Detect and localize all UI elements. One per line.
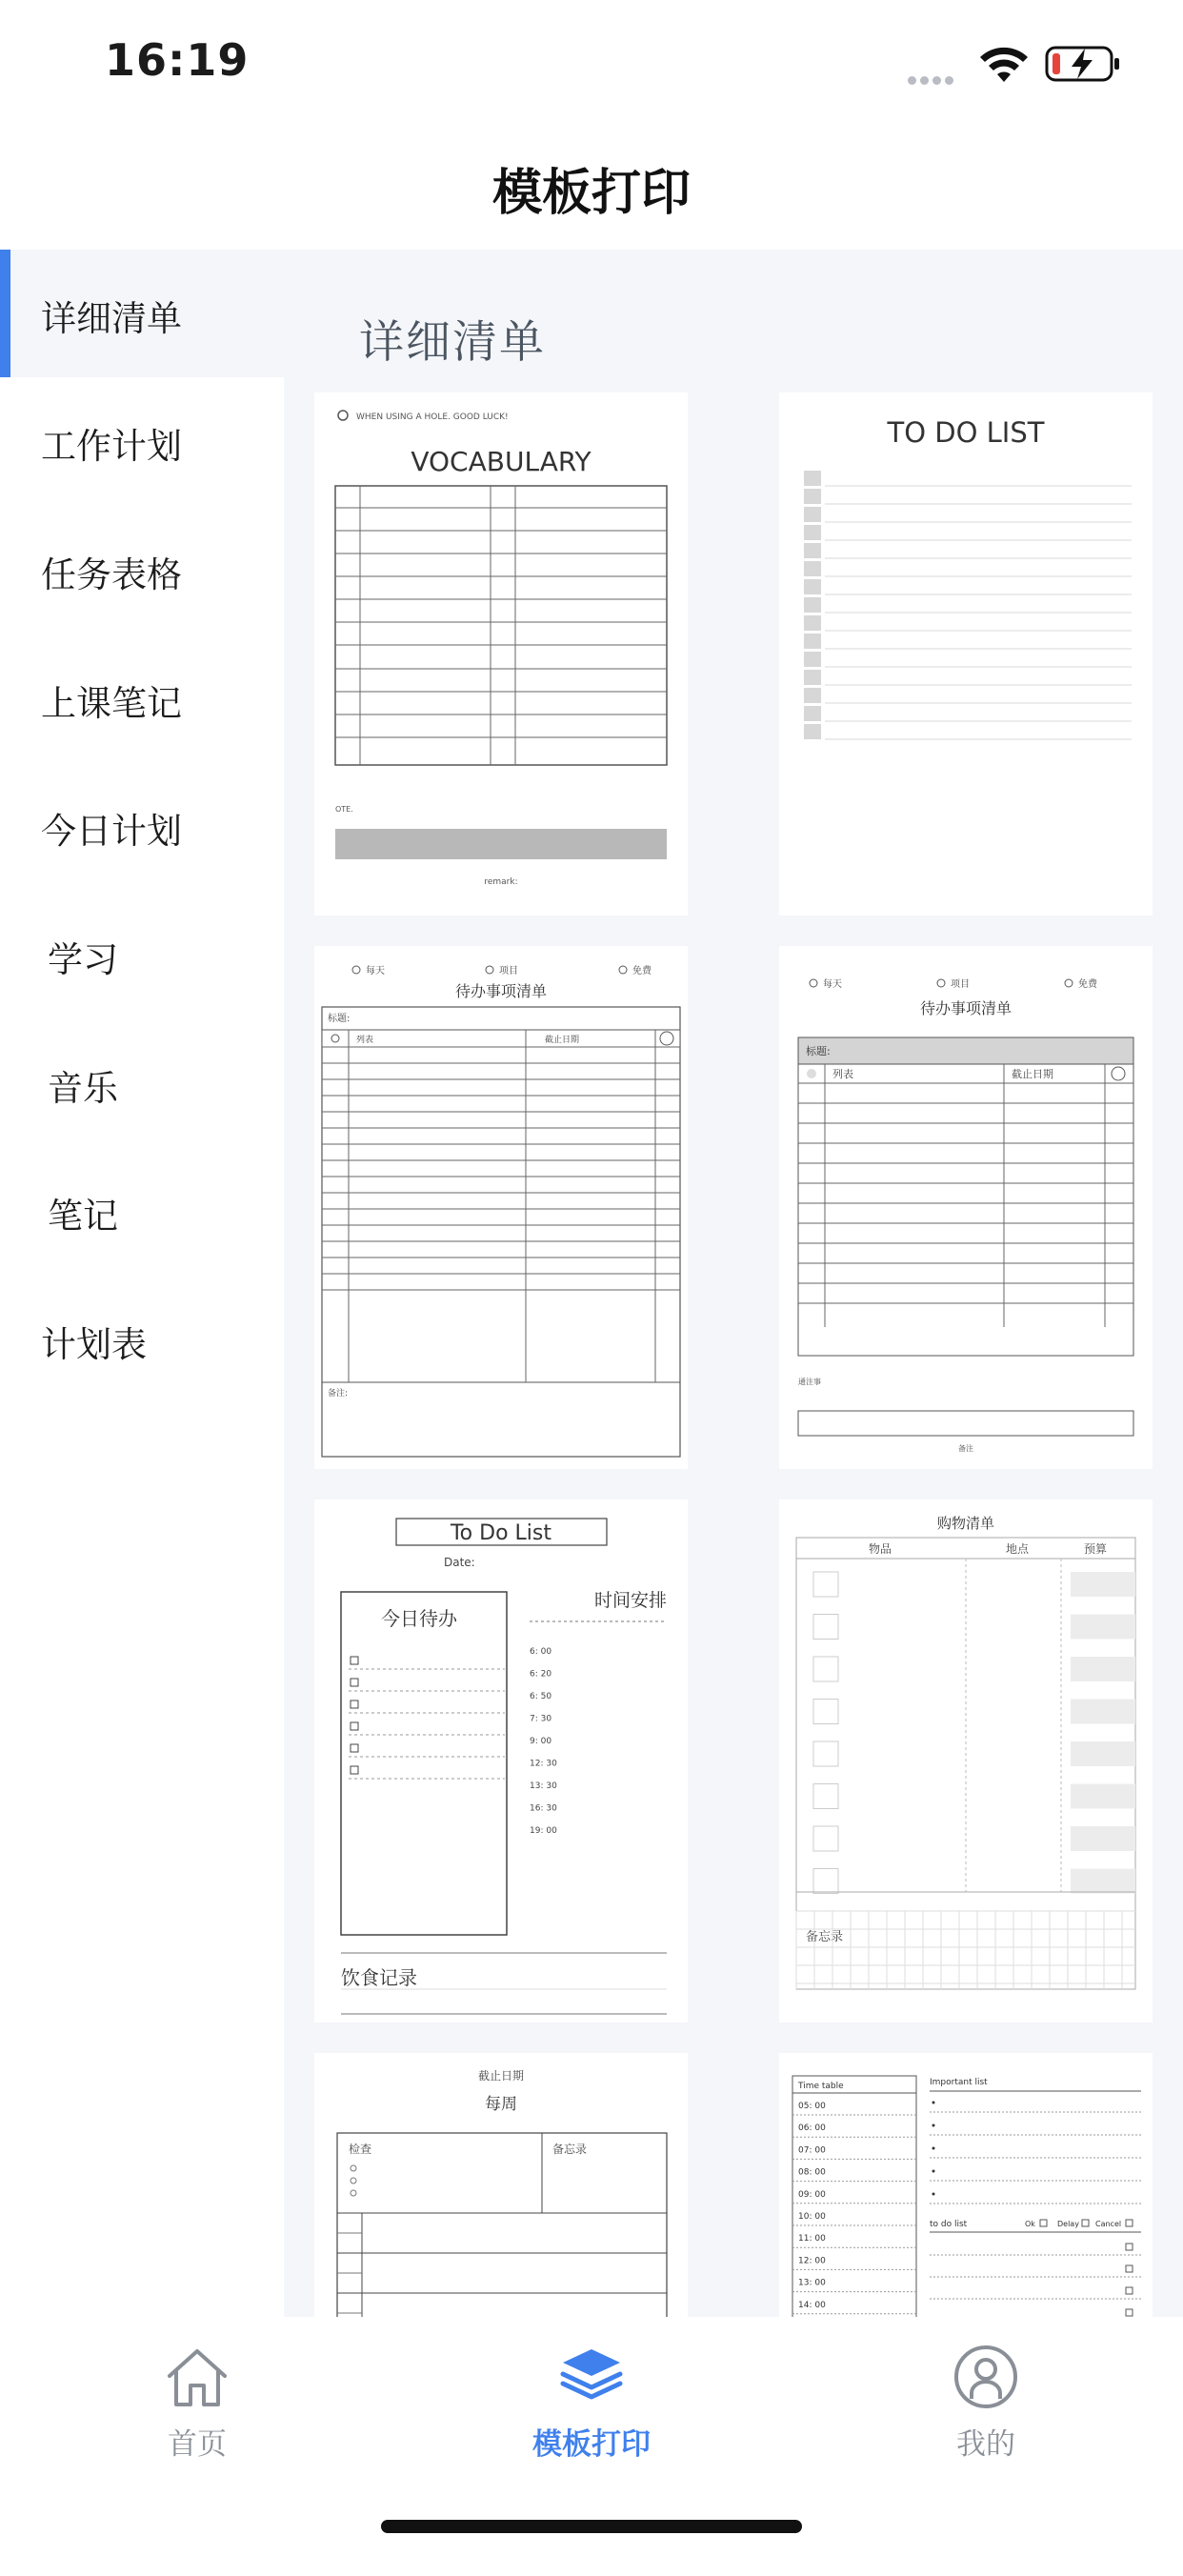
todo-checkbox <box>804 579 821 594</box>
page-title: 模板打印 <box>491 165 691 222</box>
wifi-icon <box>976 44 1032 84</box>
template-title: VOCABULARY <box>411 446 592 477</box>
column-header: 预算 <box>1083 1542 1108 1556</box>
template-card-shopping-list[interactable] <box>779 1499 1153 2023</box>
schedule-time: 13: 30 <box>530 1781 557 1791</box>
footer-label: OTE. <box>335 805 353 814</box>
column-header: 列表 <box>832 1068 853 1080</box>
tab-label: 模板打印 <box>532 2427 651 2462</box>
schedule-time: 6: 00 <box>530 1647 552 1657</box>
bullet <box>932 2193 935 2196</box>
todo-checkbox <box>804 670 821 685</box>
item-checkbox <box>813 1615 838 1640</box>
section-title: 详细清单 <box>359 316 546 369</box>
status-label: Cancel <box>1095 2220 1122 2228</box>
task-list-rows <box>322 1030 680 1382</box>
time-table-label: Time table <box>798 2082 844 2091</box>
signal-icon <box>908 70 963 80</box>
todo-checkbox <box>1126 2265 1133 2272</box>
sidebar-item-label: 今日计划 <box>41 811 182 852</box>
sidebar-item-schedule[interactable] <box>0 1276 284 1403</box>
option-label: 项目 <box>951 979 970 990</box>
todo-checkbox <box>351 1679 358 1686</box>
note-label: 备注 <box>958 1444 973 1453</box>
bullet <box>932 2124 935 2127</box>
sidebar-item-label: 笔记 <box>48 1196 118 1237</box>
time-slot: 10: 00 <box>798 2212 826 2222</box>
important-label: Important list <box>930 2078 988 2087</box>
memo-grid <box>796 1911 1135 1989</box>
time-slot: 06: 00 <box>798 2123 826 2134</box>
todo-checkbox <box>804 724 821 739</box>
template-title: 每周 <box>485 2095 517 2114</box>
shopping-list-preview <box>779 1499 1153 2023</box>
memo-label: 备忘录 <box>552 2143 588 2156</box>
todo-label: to do list <box>930 2220 968 2229</box>
schedule-time: 7: 30 <box>530 1714 552 1724</box>
field-label: 标题: <box>328 1014 351 1024</box>
template-card-task-list-b[interactable] <box>779 946 1153 1469</box>
column-header: 列表 <box>356 1036 374 1045</box>
daily-todo-preview <box>314 1499 688 2023</box>
column-header: 截止日期 <box>1012 1068 1053 1080</box>
item-checkbox <box>813 1869 838 1894</box>
status-label: Ok <box>1025 2220 1035 2228</box>
memo-label: 备忘录 <box>806 1930 844 1944</box>
budget-box <box>1071 1784 1135 1809</box>
sidebar-item-notes[interactable] <box>0 1147 284 1275</box>
sidebar-item-today-plan[interactable] <box>0 762 284 890</box>
time-slot: 08: 00 <box>798 2167 826 2178</box>
time-slot: 11: 00 <box>798 2234 826 2244</box>
bullet <box>932 2102 935 2104</box>
item-checkbox <box>813 1700 838 1724</box>
template-card-task-list-a[interactable] <box>314 946 688 1469</box>
todo-checkbox <box>804 634 821 649</box>
tab-label: 我的 <box>956 2427 1015 2462</box>
active-indicator <box>0 250 10 377</box>
extra-label: 通注事 <box>798 1378 821 1386</box>
template-card-daily-todo[interactable] <box>314 1499 688 2023</box>
remark-label: remark: <box>484 877 518 887</box>
item-checkbox <box>813 1572 838 1597</box>
todo-checkbox <box>804 489 821 504</box>
budget-box <box>1071 1572 1135 1597</box>
vocabulary-template-preview <box>314 392 688 916</box>
todo-checkboxes <box>349 1657 505 1779</box>
schedule-time: 6: 50 <box>530 1692 552 1701</box>
field-label: 标题: <box>806 1045 831 1057</box>
todo-heading: 今日待办 <box>381 1607 457 1630</box>
schedule-time: 16: 30 <box>530 1803 557 1814</box>
tab-bar <box>0 2317 1183 2561</box>
item-checkbox <box>813 1741 838 1766</box>
option-label: 项目 <box>499 966 518 976</box>
time-slots <box>792 2102 916 2314</box>
sidebar-item-label: 任务表格 <box>41 554 182 595</box>
tab-template-print[interactable] <box>394 2317 789 2498</box>
time-slot: 05: 00 <box>798 2102 826 2111</box>
todo-checkbox <box>804 507 821 522</box>
todo-checkbox <box>804 615 821 631</box>
sidebar-item-detail-list[interactable] <box>0 250 284 377</box>
category-sidebar <box>0 250 284 2317</box>
budget-box <box>1071 1700 1135 1724</box>
task-list-a-preview <box>314 946 688 1469</box>
tab-profile[interactable] <box>789 2317 1183 2498</box>
todo-checkbox <box>804 561 821 576</box>
template-title: To Do List <box>450 1521 552 1545</box>
bullet <box>932 2147 935 2150</box>
sidebar-item-label: 上课笔记 <box>41 683 182 724</box>
sidebar-item-work-plan[interactable] <box>0 377 284 505</box>
sidebar-item-class-notes[interactable] <box>0 634 284 762</box>
time-slot: 14: 00 <box>798 2300 826 2310</box>
sidebar-item-label: 详细清单 <box>41 298 182 339</box>
option-label: 每天 <box>823 979 842 990</box>
todo-checkbox <box>1126 2287 1133 2294</box>
diet-heading: 饮食记录 <box>341 1966 417 1989</box>
todo-checkbox <box>804 471 821 486</box>
tab-label: 首页 <box>168 2427 227 2462</box>
todo-checkbox <box>804 688 821 703</box>
task-list-rows <box>798 1064 1133 1356</box>
sidebar-item-label: 工作计划 <box>41 426 182 467</box>
option-label: 每天 <box>366 966 385 976</box>
time-slot: 12: 00 <box>798 2256 826 2266</box>
todo-checkbox <box>1126 2309 1133 2316</box>
layers-icon <box>558 2344 625 2410</box>
budget-box <box>1071 1869 1135 1894</box>
user-icon <box>952 2344 1019 2410</box>
time-slot: 09: 00 <box>798 2189 826 2200</box>
budget-box <box>1071 1615 1135 1640</box>
table-border <box>798 1064 1133 1356</box>
todo-checkbox <box>351 1701 358 1708</box>
sidebar-item-study[interactable] <box>0 891 284 1018</box>
time-slot: 13: 00 <box>798 2278 826 2288</box>
schedule-heading: 时间安排 <box>593 1590 667 1611</box>
schedule-time: 9: 00 <box>530 1737 552 1746</box>
time-slot: 07: 00 <box>798 2145 826 2156</box>
option-label: 免费 <box>632 966 652 976</box>
status-label: Delay <box>1057 2220 1079 2228</box>
column-header: 物品 <box>868 1542 892 1556</box>
item-checkbox <box>813 1657 838 1681</box>
status-bar <box>0 0 1183 129</box>
sidebar-item-label: 计划表 <box>41 1324 147 1365</box>
item-checkbox <box>813 1826 838 1851</box>
home-icon <box>164 2344 231 2410</box>
column-header: 截止日期 <box>545 1036 580 1045</box>
todo-checkbox <box>351 1722 358 1730</box>
todo-rows <box>804 471 1132 739</box>
budget-box <box>1071 1741 1135 1766</box>
shopping-rows <box>813 1572 1135 1894</box>
home-indicator <box>381 2520 802 2533</box>
todo-checkbox <box>804 706 821 721</box>
template-title: 待办事项清单 <box>454 982 548 1000</box>
todo-checkbox <box>351 1744 358 1752</box>
schedule-times <box>530 1647 557 1836</box>
todo-checkbox <box>804 543 821 558</box>
status-time: 16:19 <box>105 34 250 86</box>
todo-checkbox <box>351 1766 358 1774</box>
budget-box <box>1071 1657 1135 1681</box>
template-content <box>284 250 1183 2317</box>
template-title: 待办事项清单 <box>919 999 1013 1017</box>
sidebar-item-label: 音乐 <box>48 1068 118 1109</box>
bullet <box>932 2170 935 2173</box>
todo-checkbox <box>351 1657 358 1664</box>
top-label: 截止日期 <box>477 2069 525 2083</box>
check-label: 检查 <box>349 2143 372 2156</box>
todo-checkbox <box>804 652 821 667</box>
sidebar-item-label: 学习 <box>48 939 118 980</box>
todo-checkbox <box>804 597 821 613</box>
important-list <box>930 2102 1141 2204</box>
todo-checkbox <box>1126 2244 1133 2250</box>
sidebar-item-music[interactable] <box>0 1019 284 1147</box>
option-label: 免费 <box>1078 979 1097 990</box>
template-title: TO DO LIST <box>887 416 1045 449</box>
template-title: 购物清单 <box>936 1515 995 1532</box>
column-header: 地点 <box>1005 1542 1030 1556</box>
todo-checkbox <box>804 525 821 540</box>
tab-home[interactable] <box>0 2317 394 2498</box>
note-label: 备注: <box>328 1389 349 1399</box>
task-list-b-preview <box>779 946 1153 1469</box>
schedule-time: 12: 30 <box>530 1759 557 1769</box>
battery-charging-icon <box>1045 44 1121 84</box>
budget-box <box>1071 1826 1135 1851</box>
template-card-todo-list[interactable] <box>779 392 1153 916</box>
date-label: Date: <box>444 1556 475 1569</box>
schedule-time: 6: 20 <box>530 1669 552 1680</box>
todo-list-template-preview <box>779 392 1153 916</box>
template-card-vocabulary[interactable] <box>314 392 688 916</box>
sidebar-item-task-table[interactable] <box>0 506 284 634</box>
item-checkbox <box>813 1784 838 1809</box>
schedule-time: 19: 00 <box>530 1826 557 1836</box>
header-note: WHEN USING A HOLE. GOOD LUCK! <box>356 413 509 422</box>
